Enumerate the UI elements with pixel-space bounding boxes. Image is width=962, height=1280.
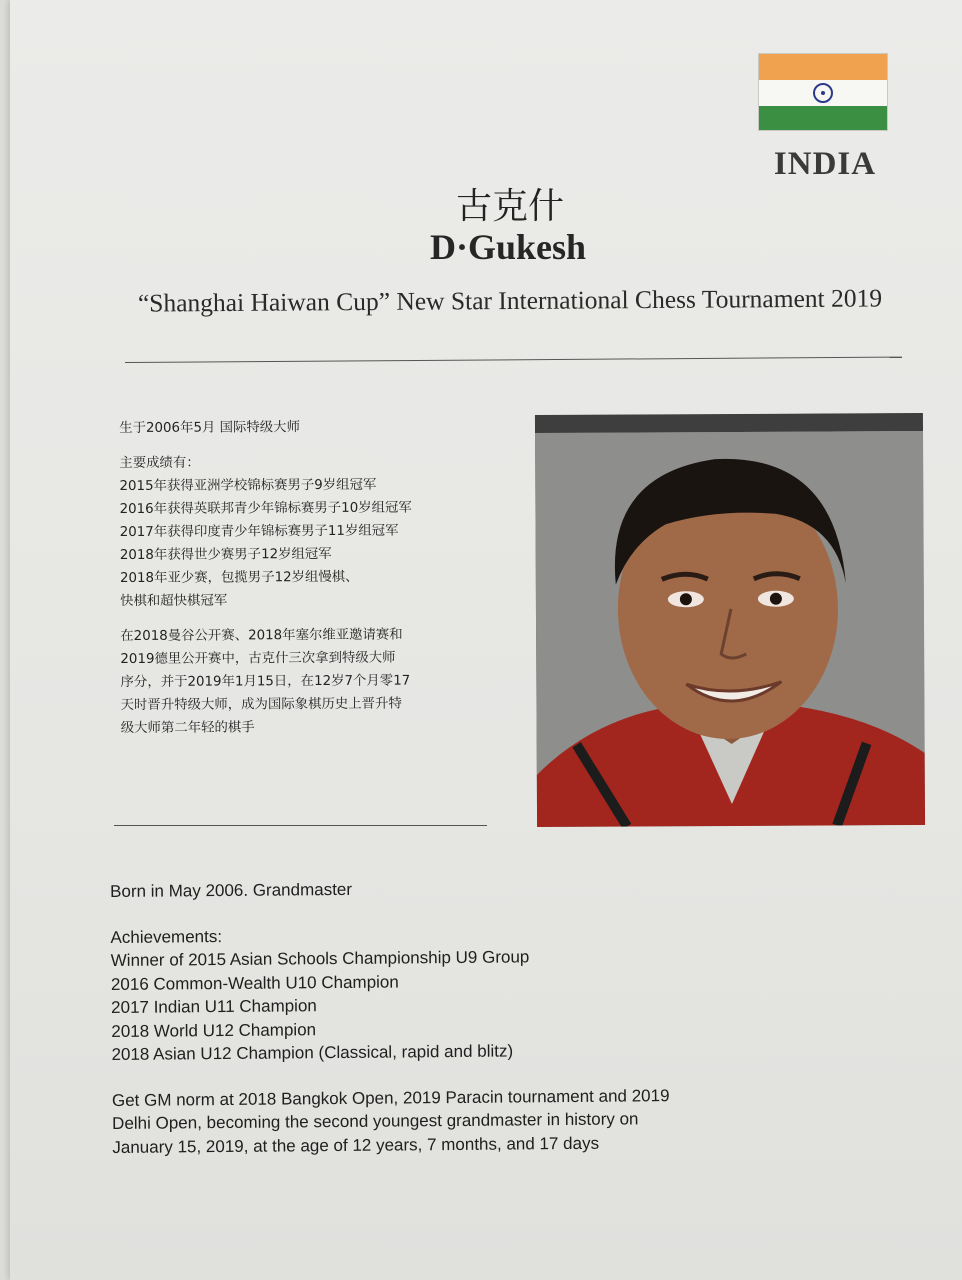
country-name: INDIA: [773, 146, 877, 182]
achievement-cn-item: 2018年获得世少赛男子12岁组冠军: [119, 546, 332, 564]
achievement-cn-item: 2017年获得印度青少年锦标赛男子11岁组冠军: [119, 523, 399, 541]
achievements-heading-en: Achievements:: [110, 926, 223, 947]
flag-white-band: [759, 80, 887, 106]
achievement-en-item: 2017 Indian U11 Champion: [111, 996, 317, 1017]
summary-cn-line: 在2018曼谷公开赛、2018年塞尔维亚邀请赛和: [120, 627, 403, 645]
summary-cn-line: 级大师第二年轻的棋手: [120, 720, 255, 737]
player-name-chinese: 古克什: [455, 186, 564, 227]
player-name-english: D·Gukesh: [429, 227, 587, 267]
achievement-cn-item: 快棋和超快棋冠军: [120, 593, 228, 610]
bio-english: [110, 874, 752, 1159]
achievement-en-item: 2016 Common-Wealth U10 Champion: [110, 971, 399, 994]
india-flag-icon: [758, 53, 888, 131]
summary-cn-line: 天时晋升特级大师，成为国际象棋历史上晋升特: [120, 696, 402, 714]
achievement-en-item: Winner of 2015 Asian Schools Championship U9 Group: [110, 947, 530, 970]
born-en: Born in May 2006. Grandmaster: [110, 879, 353, 901]
summary-en-line: Delhi Open, becoming the second youngest grandmaster in history on: [112, 1109, 639, 1133]
divider-top: [125, 357, 902, 363]
summary-en-line: Get GM norm at 2018 Bangkok Open, 2019 Paracin tournament and 2019: [111, 1085, 670, 1110]
ashoka-chakra-icon: [813, 83, 833, 103]
divider-middle: [114, 825, 487, 826]
achievements-cn: [119, 450, 520, 613]
achievement-cn-item: 2016年获得英联邦青少年锦标赛男子10岁组冠军: [119, 500, 412, 518]
achievement-cn-item: 2018年亚少赛，包揽男子12岁组慢棋、: [119, 569, 359, 587]
bio-chinese: [119, 415, 521, 752]
tournament-title: “Shanghai Haiwan Cup” New Star International Chess Tournament 2019: [137, 283, 883, 318]
achievement-cn-item: 2015年获得亚洲学校锦标赛男子9岁组冠军: [119, 477, 377, 495]
summary-cn-line: 2019德里公开赛中，古克什三次拿到特级大师: [120, 650, 396, 668]
flag-green-band: [759, 106, 887, 131]
player-portrait-photo: [535, 413, 925, 827]
flag-saffron-band: [759, 54, 887, 80]
summary-en-line: January 15, 2019, at the age of 12 years, 7 months, and 17 days: [112, 1133, 600, 1157]
achievement-en-item: 2018 World U12 Champion: [111, 1019, 317, 1041]
achievement-en-item: 2018 Asian U12 Champion (Classical, rapid and blitz): [111, 1041, 514, 1064]
summary-cn: [120, 623, 521, 740]
achievements-heading-cn: 主要成绩有：: [119, 455, 200, 472]
born-cn: 生于2006年5月 国际特级大师: [119, 420, 300, 437]
portrait-illustration: [535, 413, 925, 827]
summary-cn-line: 序分，并于2019年1月15日，在12岁7个月零17: [120, 673, 411, 691]
profile-sheet: [10, 0, 962, 1280]
